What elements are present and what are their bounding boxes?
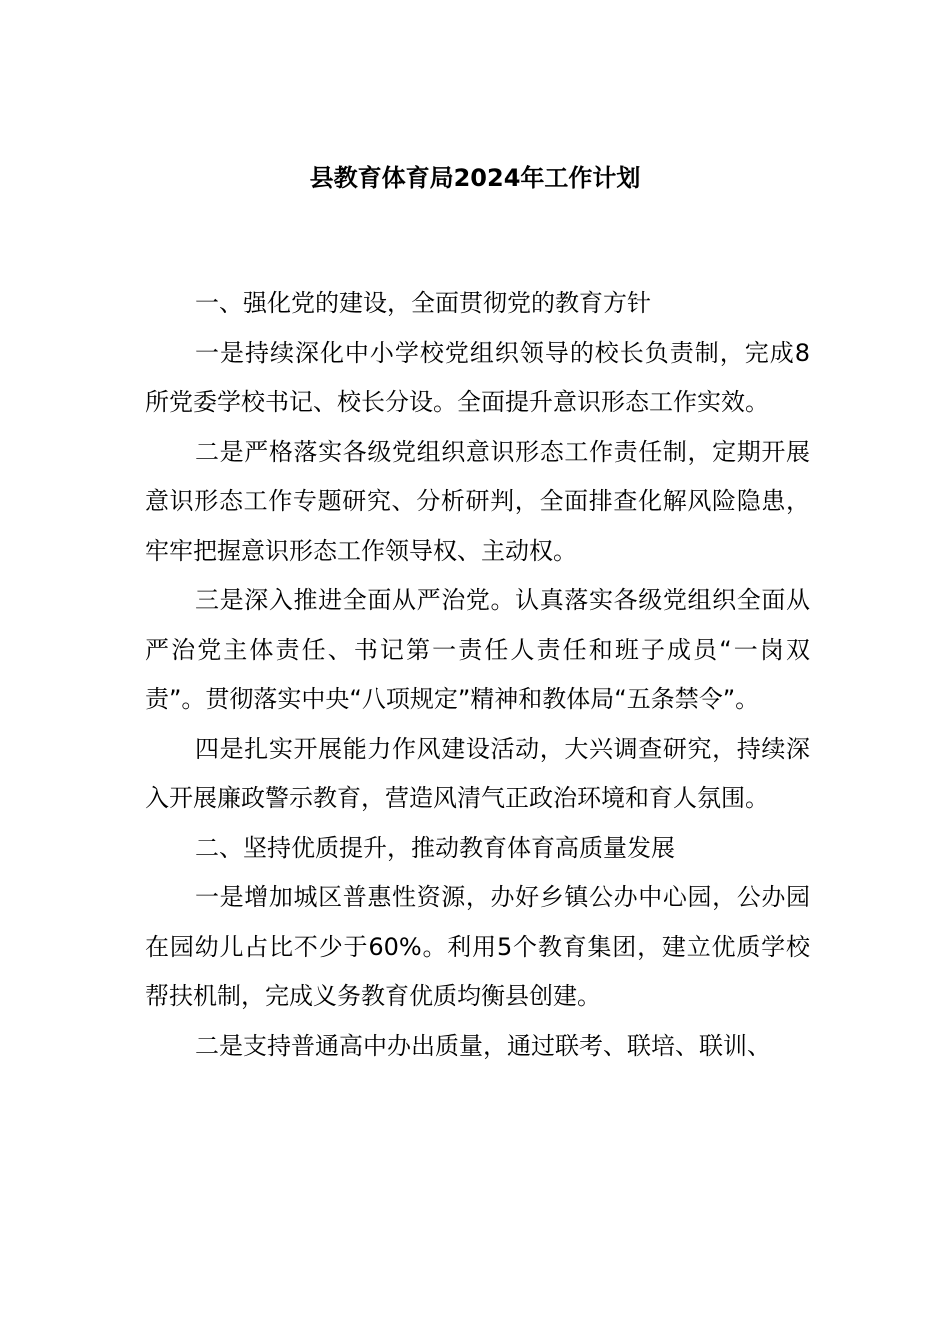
paragraph: 二是严格落实各级党组织意识形态工作责任制，定期开展意识形态工作专题研究、分析研判，全面排查化解风险隐患，牢牢把握意识形态工作领导权、主动权。 xyxy=(145,437,810,565)
section-heading-1: 一、强化党的建设，全面贯彻党的教育方针 xyxy=(195,289,651,317)
paragraph: 一是增加城区普惠性资源，办好乡镇公办中心园，公办园在园幼儿占比不少于60%。利用5个教育集团，建立优质学校帮扶机制，完成义务教育优质均衡县创建。 xyxy=(145,883,810,1010)
document-title: 县教育体育局2024年工作计划 xyxy=(309,164,641,192)
paragraph: 二是支持普通高中办出质量，通过联考、联培、联训、 xyxy=(195,1031,771,1060)
paragraph: 三是深入推进全面从严治党。认真落实各级党组织全面从严治党主体责任、书记第一责任人责任和班子成员“一岗双责”。贯彻落实中央“八项规定”精神和教体局“五条禁令”。 xyxy=(145,586,810,713)
document-body xyxy=(145,279,810,1071)
paragraph: 四是扎实开展能力作风建设活动，大兴调查研究，持续深入开展廉政警示教育，营造风清气正政治环境和育人氛围。 xyxy=(145,734,810,812)
section-heading-2: 二、坚持优质提升，推动教育体育高质量发展 xyxy=(195,833,675,862)
paragraph: 一是持续深化中小学校党组织领导的校长负责制，完成8所党委学校书记、校长分设。全面提升意识形态工作实效。 xyxy=(145,338,810,416)
